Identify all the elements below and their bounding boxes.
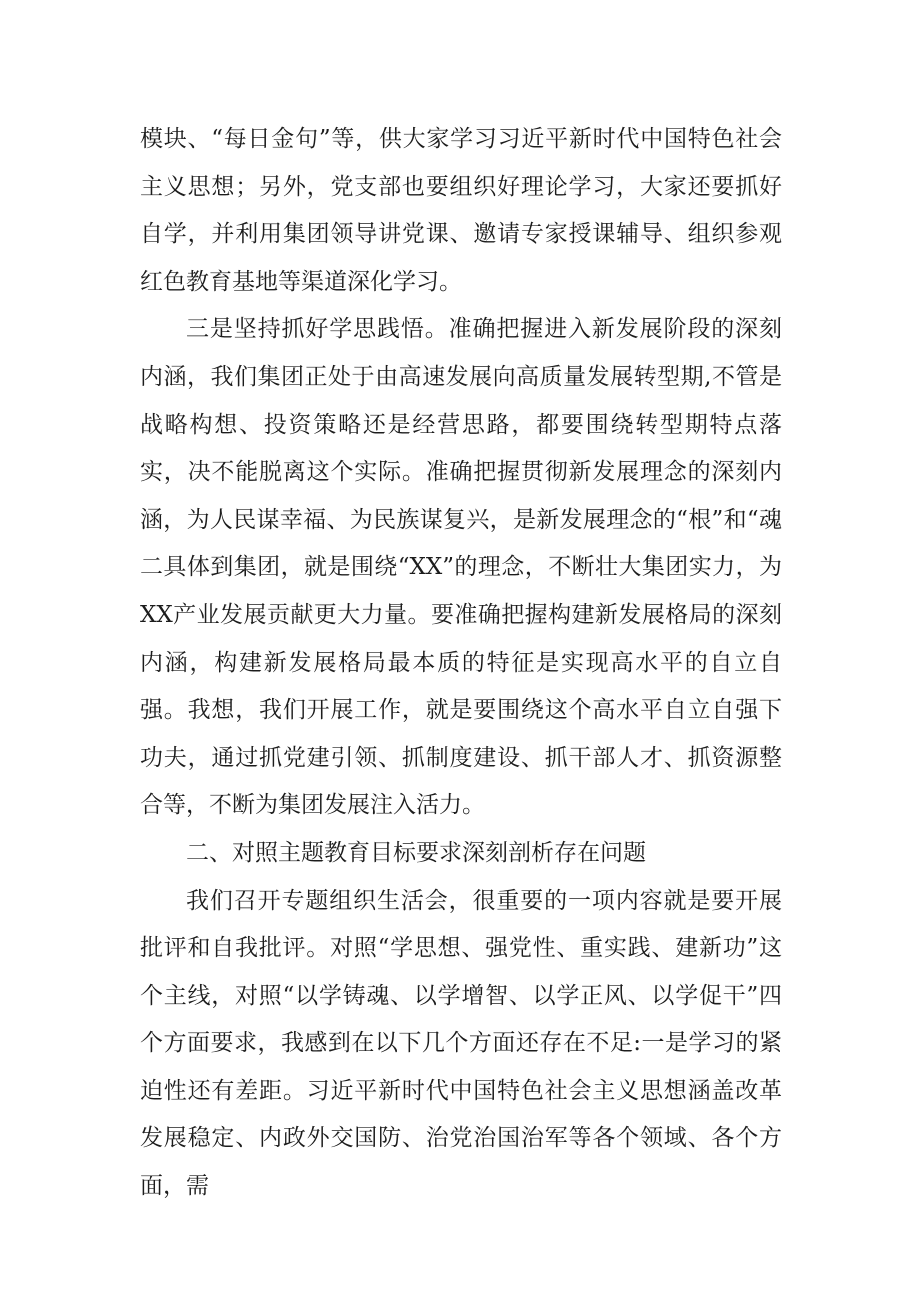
paragraph-continuation: 模块、“每日金句”等，供大家学习习近平新时代中国特色社会主义思想；另外，党支部也要组织好理论学习，大家还要抓好自学，并利用集团领导讲党课、邀请专家授课辅导、组织参观红色教育基地等渠道深化学习。 bbox=[140, 126, 782, 295]
document-body bbox=[140, 116, 782, 1211]
paragraph-study-practice: 三是坚持抓好学思践悟。准确把握进入新发展阶段的深刻内涵，我们集团正处于由高速发展向高质量发展转型期,不管是战略构想、投资策略还是经营思路，都要围绕转型期特点落实，决不能脱离这个实际。准确把握贯彻新发展理念的深刻内涵，为人民谋幸福、为民族谋复兴，是新发展理念的“根”和“魂二具体到集团，就是围绕“XX”的理念，不断壮大集团实力，为XX产业发展贡献更大力量。要准确把握构建新发展格局的深刻内涵，构建新发展格局最本质的特征是实现高水平的自立自强。我想，我们开展工作，就是要围绕这个高水平自立自强下功夫，通过抓党建引领、抓制度建设、抓干部人才、抓资源整合等，不断为集团发展注入活力。 bbox=[140, 316, 782, 819]
paragraph-criticism: 我们召开专题组织生活会，很重要的一项内容就是要开展批评和自我批评。对照“学思想、强党性、重实践、建新功”这个主线，对照“以学铸魂、以学增智、以学正风、以学促干”四个方面要求，我感到在以下几个方面还存在不足:一是学习的紧迫性还有差距。习近平新时代中国特色社会主义思想涵盖改革发展稳定、内政外交国防、治党治国治军等各个领域、各个方面，需 bbox=[140, 887, 782, 1200]
section-heading: 二、对照主题教育目标要求深刻剖析存在问题 bbox=[186, 839, 646, 866]
